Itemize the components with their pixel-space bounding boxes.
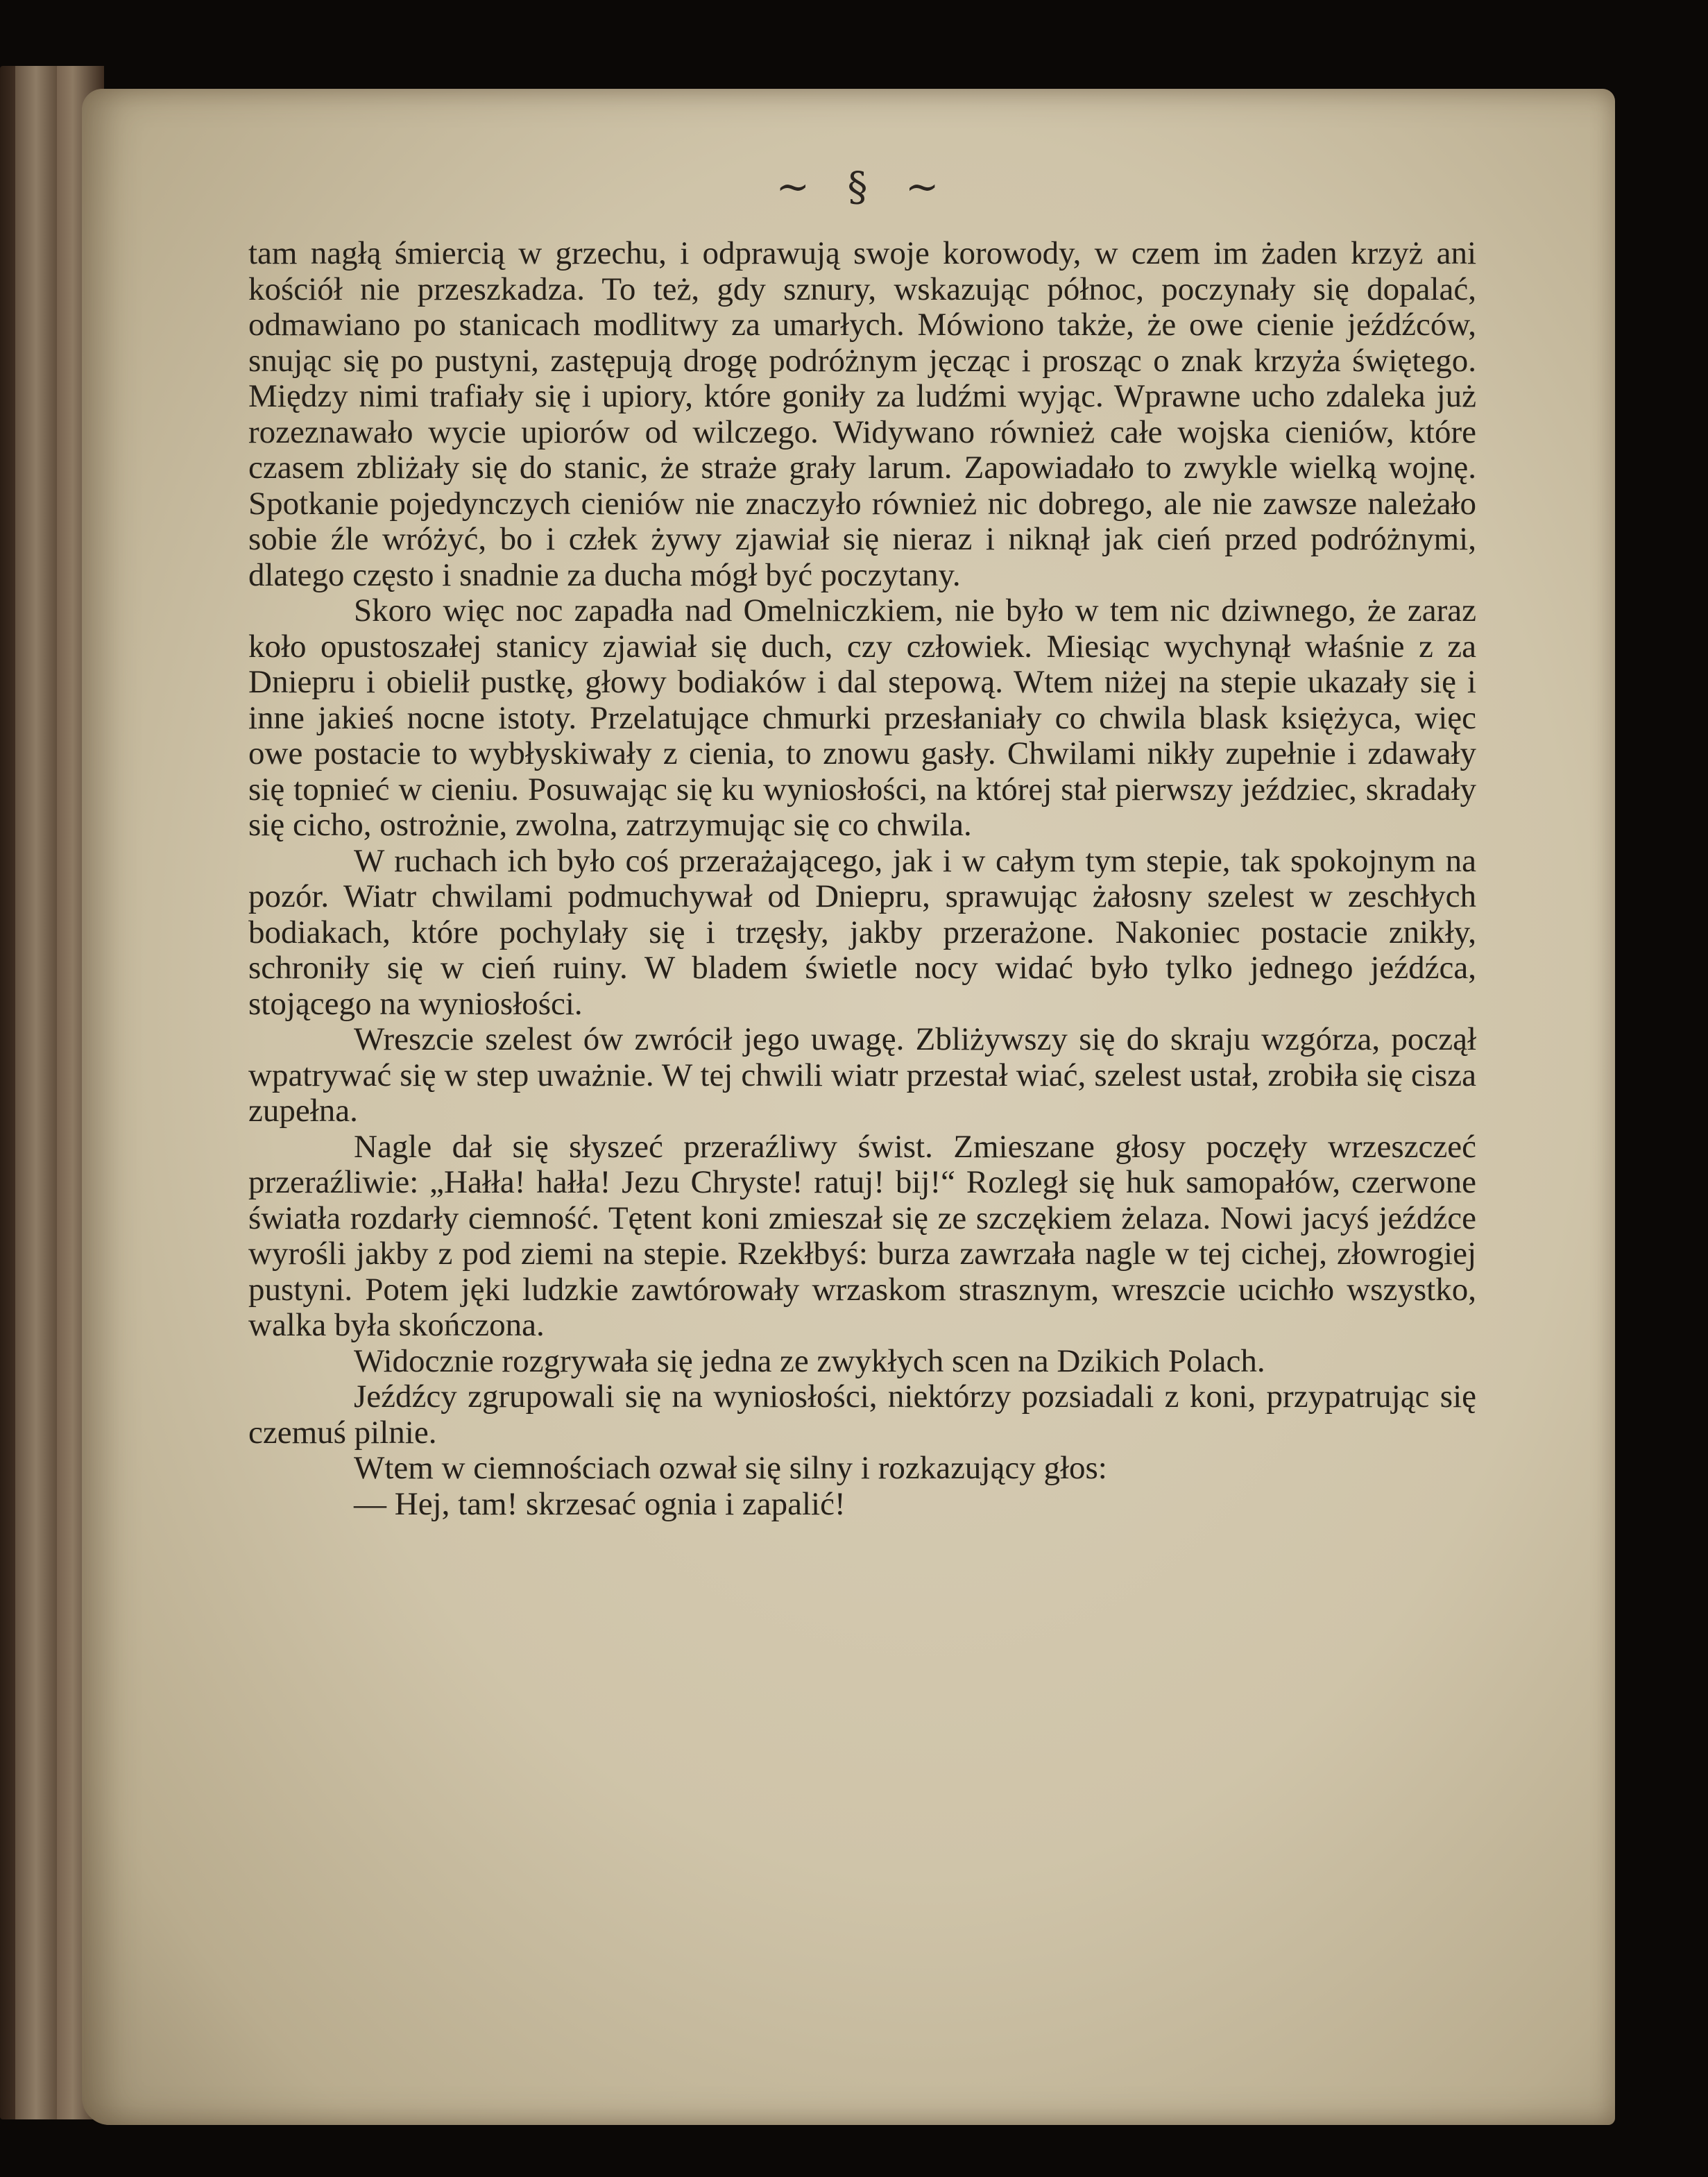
page-header-ornament: ~ § ~ — [776, 163, 952, 210]
paragraph: tam nagłą śmiercią w grzechu, i odprawują swoje korowody, w czem im żaden krzyż ani kościół nie przeszkadza. To też, gdy sznury, wskazując północ, poczynały się dopalać, odmawiano po stanicach modlitwy za umarłych. Mówiono także, że owe cienie jeźdźców, snując się po pustyni, zastępują drogę podróżnym jęcząc i prosząc o znak krzyża świętego. Między nimi trafiały się i upiory, które goniły za ludźmi wyjąc. Wprawne ucho zdaleka już rozeznawało wycie upiorów od wilczego. Widywano również całe wojska cieniów, które czasem zbliżały się do stanic, że straże grały larum. Zapowiadało to zwykle wielką wojnę. Spotkanie pojedynczych cieniów nie znaczyło również nic dobrego, ale nie zawsze należało sobie źle wróżyć, bo i człek żywy zjawiał się nieraz i niknął jak cień przed podróżnymi, dlatego często i snadnie za ducha mógł być poczytany. — [248, 235, 1476, 593]
paragraph: Wreszcie szelest ów zwrócił jego uwagę. Zbliżywszy się do skraju wzgórza, począł wpatrywać się w step uważnie. W tej chwili wiatr przestał wiać, szelest ustał, zrobiła się cisza zupełna. — [248, 1021, 1476, 1129]
previous-page-edge — [15, 66, 57, 2119]
paragraph: Nagle dał się słyszeć przeraźliwy świst. Zmieszane głosy poczęły wrzeszczeć przeraźliwie: „Hałła! hałła! Jezu Chryste! ratuj! bij!“ Rozległ się huk samopałów, czerwone światła rozdarły ciemność. Tętent koni zmieszał się ze szczękiem żelaza. Nowi jacyś jeźdźce wyrośli jakby z pod ziemi na stepie. Rzekłbyś: burza zawrzała nagle w tej cichej, złowrogiej pustyni. Potem jęki ludzkie zawtórowały wrzaskom strasznym, wreszcie ucichło wszystko, walka była skończona. — [248, 1128, 1476, 1343]
paragraph: Wtem w ciemnościach ozwał się silny i rozkazujący głos: — [354, 1450, 1107, 1486]
paragraph: Skoro więc noc zapadła nad Omelniczkiem, nie było w tem nic dziwnego, że zaraz koło opustoszałej stanicy zjawiał się duch, czy człowiek. Miesiąc wychynął właśnie z za Dniepru i obielił pustkę, głowy bodiaków i dal stepową. Wtem niżej na stepie ukazały się i inne jakieś nocne istoty. Przelatujące chmurki przesłaniały co chwila blask księżyca, więc owe postacie to wybłyskiwały z cienia, to znowu gasły. Chwilami nikły zupełnie i zdawały się topnieć w cieniu. Posuwając się ku wyniosłości, na której stał pierwszy jeździec, skradały się cicho, ostrożnie, zwolna, zatrzymując się co chwila. — [248, 592, 1476, 843]
paragraph: W ruchach ich było coś przerażającego, jak i w całym tym stepie, tak spokojnym na pozór. Wiatr chwilami podmuchywał od Dniepru, sprawując żałosny szelest w zeschłych bodiakach, które pochylały się i trzęsły, jakby przerażone. Nakoniec postacie znikły, schroniły się w cień ruiny. W bladem świetle nocy widać było tylko jednego jeźdźca, stojącego na wyniosłości. — [248, 842, 1476, 1022]
paragraph: Jeźdźcy zgrupowali się na wyniosłości, niektórzy pozsiadali z koni, przypatrując się czemuś pilnie. — [248, 1378, 1476, 1451]
paragraph: — Hej, tam! skrzesać ognia i zapalić! — [354, 1485, 846, 1522]
body-text — [248, 236, 1476, 1522]
paragraph: Widocznie rozgrywała się jedna ze zwykłych scen na Dzikich Polach. — [354, 1342, 1265, 1379]
